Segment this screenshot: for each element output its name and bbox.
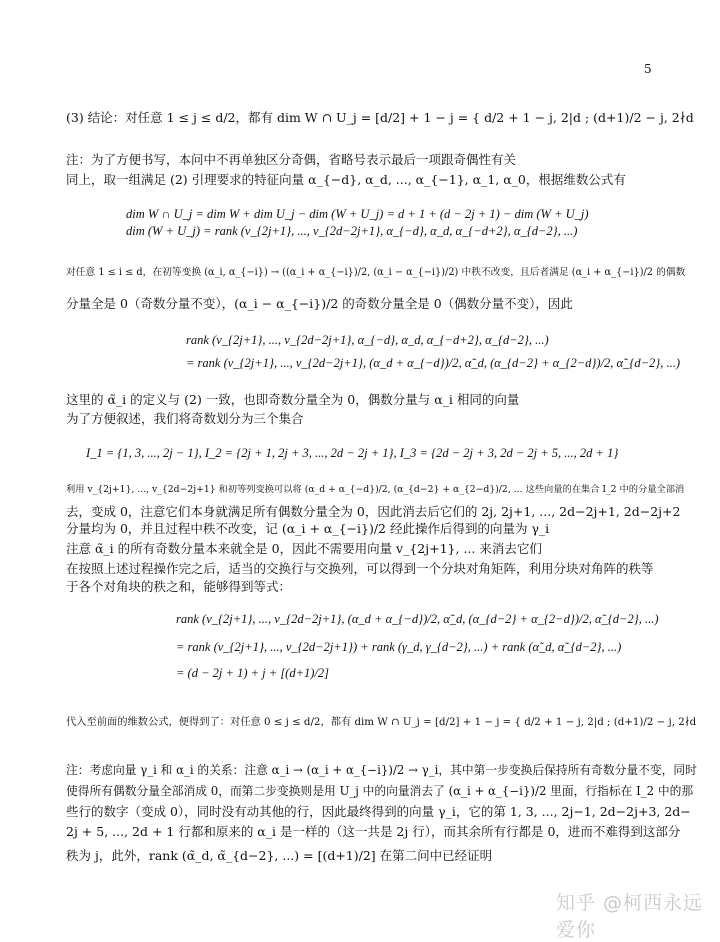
text-line: 在按照上述过程操作完之后，适当的交换行与交换列，可以得到一个分块对角矩阵，利用分块对角阵的秩等 <box>66 561 654 576</box>
text-line: 分量全是 0（奇数分量不变），(α_i − α_{−i})/2 的奇数分量全是 0（偶数分量不变），因此 <box>66 296 573 311</box>
text-line: 注：考虑向量 γ_i 和 α_i 的关系：注意 α_i → (α_i + α_{−i})/2 → γ_i，其中第一步变换后保持所有奇数分量不变，同时 <box>66 763 697 777</box>
text-line: 于各个对角块的秩之和，能够得到等式： <box>66 579 292 594</box>
equation-line: rank (v_{2j+1}, ..., v_{2d−2j+1}, α_{−d}, α_d, α_{−d+2}, α_{d−2}, ...) <box>186 333 549 347</box>
text-line: 些行的数字（变成 0），同时没有动其他的行，因此最终得到的向量 γ_i，它的第 1, 3, ..., 2j−1, 2d−2j+3, 2d− <box>66 804 691 819</box>
text-line: 为了方便叙述，我们将奇数划分为三个集合 <box>66 411 304 426</box>
text-line: 秩为 j，此外，rank (α̃_d, α̃_{d−2}, ...) = [(d+1)/2] 在第二问中已经证明 <box>66 848 493 863</box>
page-number: 5 <box>644 62 652 76</box>
text-line: 分量均为 0，并且过程中秩不改变，记 (α_i + α_{−i})/2 经此操作后得到的向量为 γ_i <box>66 521 550 536</box>
watermark: 知乎 @柯西永远爱你 <box>556 892 704 941</box>
text-line: 利用 v_{2j+1}, ..., v_{2d−2j+1} 和初等列变换可以将 (α_d + α_{−d})/2, (α_{d−2} + α_{2−d})/2, ... 这些向量的在集合 I_2 中的分量全部消 <box>66 484 685 495</box>
equation-line: = rank (v_{2j+1}, ..., v_{2d−2j+1}) + rank (γ_d, γ_{d−2}, ...) + rank (α̃_d, α̃_{d−2}, ...) <box>176 640 622 654</box>
text-line: 这里的 α̃_i 的定义与 (2) 一致，也即奇数分量全为 0，偶数分量与 α_i 相同的向量 <box>66 392 520 407</box>
text-line: 2j + 5, ..., 2d + 1 行都和原来的 α_i 是一样的（这一共是 2j 行），而其余所有行都是 0，进而不难得到这部分 <box>66 824 681 839</box>
text-line: 使得所有偶数分量全部消成 0，而第二步变换则是用 U_j 中的向量消去了 (α_i + α_{−i})/2 里面，行指标在 I_2 中的那 <box>66 784 694 798</box>
equation-line: = (d − 2j + 1) + j + [(d+1)/2] <box>176 666 330 680</box>
equation-line: I_1 = {1, 3, ..., 2j − 1}, I_2 = {2j + 1, 2j + 3, ..., 2d − 2j + 1}, I_3 = {2d − 2j + 3, 2d − 2j + 5, ..., 2d + 1} <box>86 446 619 460</box>
text-line: 代入至前面的维数公式，便得到了：对任意 0 ≤ j ≤ d/2，都有 dim W ∩ U_j = [d/2] + 1 − j = { d/2 + 1 − j, 2|d ; (d+1)/2 − j, 2∤d <box>66 716 697 728</box>
text-line: 同上，取一组满足 (2) 引理要求的特征向量 α_{−d}, α_d, ..., α_{−1}, α_1, α_0，根据维数公式有 <box>66 172 626 187</box>
text-line: (3) 结论：对任意 1 ≤ j ≤ d/2，都有 dim W ∩ U_j = [d/2] + 1 − j = { d/2 + 1 − j, 2|d ; (d+1)/2 − j, 2∤d <box>66 110 694 125</box>
equation-line: dim (W + U_j) = rank (v_{2j+1}, ..., v_{2d−2j+1}, α_{−d}, α_d, α_{−d+2}, α_{d−2}, ...) <box>126 224 578 238</box>
text-line: 去，变成 0，注意它们本身就满足所有偶数分量全为 0，因此消去后它们的 2j, 2j+1, ..., 2d−2j+1, 2d−2j+2 <box>66 504 681 519</box>
equation-line: rank (v_{2j+1}, ..., v_{2d−2j+1}, (α_d + α_{−d})/2, α̃_d, (α_{d−2} + α_{2−d})/2, α̃_{d−2}, ...) <box>176 612 659 626</box>
equation-line: = rank (v_{2j+1}, ..., v_{2d−2j+1}, (α_d + α_{−d})/2, α̃_d, (α_{d−2} + α_{2−d})/2, α̃_{d−2}, ...) <box>186 356 681 370</box>
text-line: 对任意 1 ≤ i ≤ d，在初等变换 (α_i, α_{−i}) → ((α_i + α_{−i})/2, (α_i − α_{−i})/2) 中秩不改变，且后者满足 (α_i + α_{−i})/2 的偶数 <box>66 267 686 278</box>
equation-line: dim W ∩ U_j = dim W + dim U_j − dim (W + U_j) = d + 1 + (d − 2j + 1) − dim (W + U_j) <box>126 207 589 221</box>
text-line: 注：为了方便书写，本问中不再单独区分奇偶，省略号表示最后一项跟奇偶性有关 <box>66 152 517 167</box>
text-line: 注意 α̃_i 的所有奇数分量本来就全是 0，因此不需要用向量 v_{2j+1}, ... 来消去它们 <box>66 541 542 556</box>
